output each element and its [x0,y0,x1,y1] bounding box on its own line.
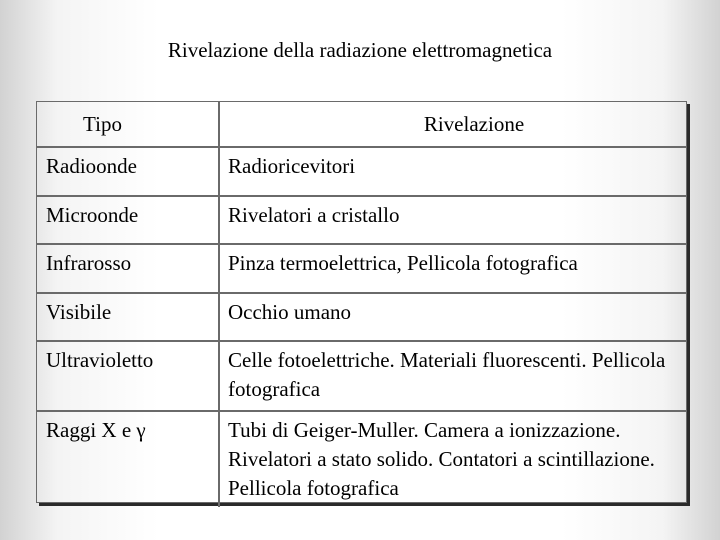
header-tipo: Tipo [83,111,122,136]
table-row [37,147,686,196]
slide-title: Rivelazione della radiazione elettromagnetica [167,38,553,62]
table-row [37,411,686,507]
cell-rivelazione: Occhio umano [219,293,686,341]
cell-tipo: Microonde [37,196,219,244]
cell-rivelazione: Celle fotoelettriche. Materiali fluorescenti. Pellicola fotografica [219,341,686,411]
cell-rivelazione: Radioricevitori [219,147,686,196]
cell-tipo: Raggi X e γ [37,411,219,507]
table-row [37,244,686,293]
table-row [37,293,686,341]
header-rivelazione: Rivelazione [219,102,686,147]
cell-tipo: Radioonde [37,147,219,196]
table-header-row [37,102,686,147]
cell-tipo: Ultravioletto [37,341,219,411]
cell-tipo: Visibile [37,293,219,341]
cell-rivelazione: Rivelatori a cristallo [219,196,686,244]
detection-table-container [36,101,687,503]
cell-tipo: Infrarosso [37,244,219,293]
cell-rivelazione: Tubi di Geiger-Muller. Camera a ionizzazione. Rivelatori a stato solido. Contatori a scintillazione. Pellicola fotografica [219,411,686,507]
table-row [37,196,686,244]
table-row [37,341,686,411]
detection-table [37,102,686,507]
cell-rivelazione: Pinza termoelettrica, Pellicola fotografica [219,244,686,293]
